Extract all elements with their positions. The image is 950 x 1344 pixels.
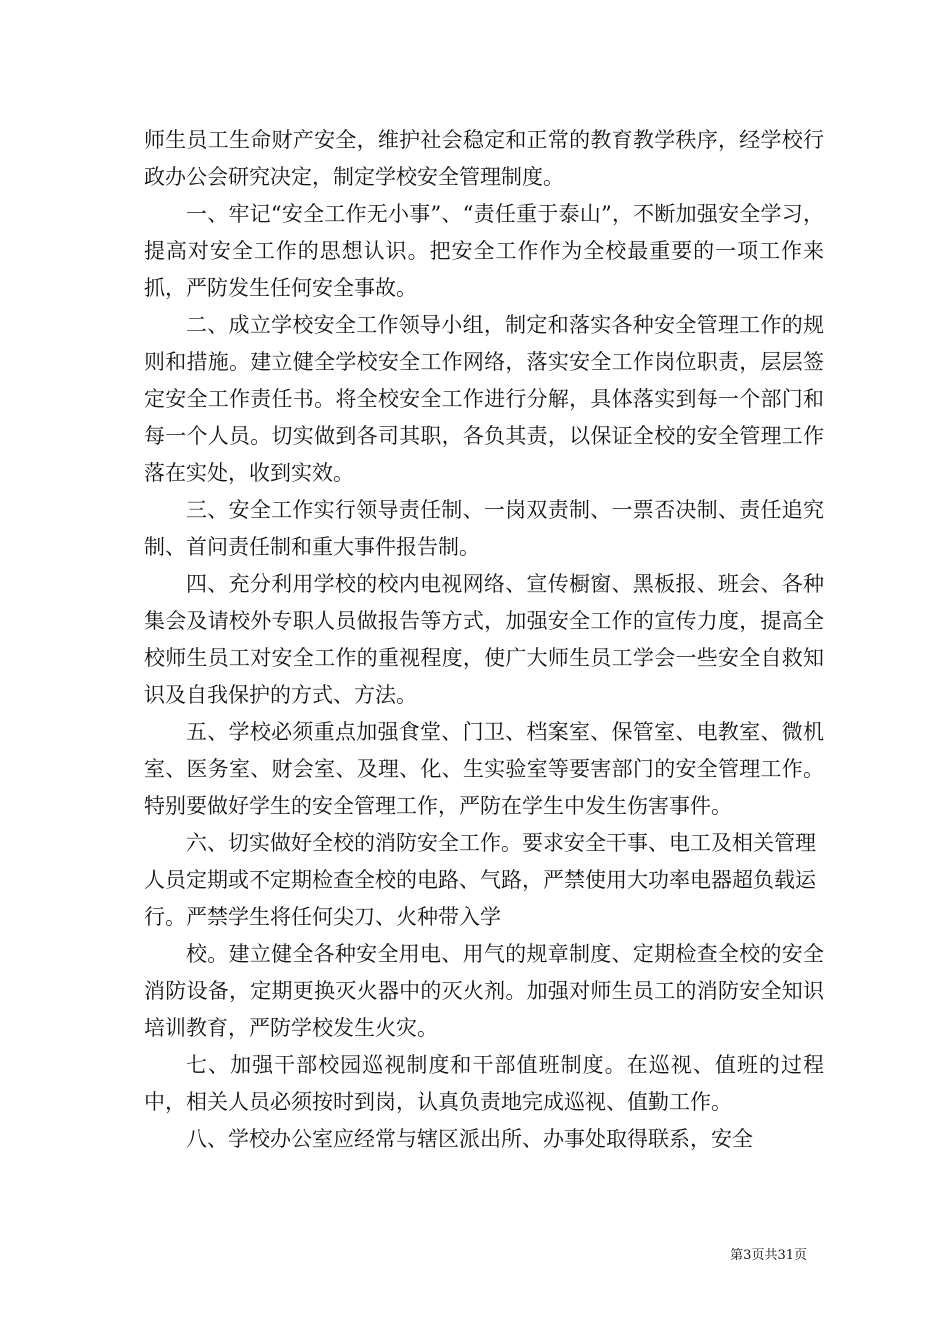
document-body [144, 122, 824, 1158]
paragraph-item-4: 四、充分利用学校的校内电视网络、宣传橱窗、黑板报、班会、各种集会及请校外专职人员做报告等方式，加强安全工作的宣传力度，提高全校师生员工对安全工作的重视程度，使广大师生员工学会一些安全自救知识及自我保护的方式、方法。 [144, 572, 824, 707]
paragraph-item-8: 八、学校办公室应经常与辖区派出所、办事处取得联系，安全 [186, 1127, 753, 1151]
paragraph-item-2: 二、成立学校安全工作领导小组，制定和落实各种安全管理工作的规则和措施。建立健全学校安全工作网络，落实安全工作岗位职责，层层签定安全工作责任书。将全校安全工作进行分解，具体落实到每一个部门和每一个人员。切实做到各司其职，各负其责，以保证全校的安全管理工作落在实处，收到实效。 [144, 313, 824, 485]
paragraph-item-7: 七、加强干部校园巡视制度和干部值班制度。在巡视、值班的过程中，相关人员必须按时到岗，认真负责地完成巡视、值勤工作。 [144, 1053, 824, 1114]
paragraph-item-1: 一、牢记“安全工作无小事”、“责任重于泰山”，不断加强安全学习，提高对安全工作的思想认识。把安全工作作为全校最重要的一项工作来抓，严防发生任何安全事故。 [144, 202, 824, 300]
paragraph-item-6: 六、切实做好全校的消防安全工作。要求安全干事、电工及相关管理人员定期或不定期检查全校的电路、气路，严禁使用大功率电器超负载运行。严禁学生将任何尖刀、火种带入学 [144, 831, 816, 929]
paragraph-item-3: 三、安全工作实行领导责任制、一岗双责制、一票否决制、责任追究制、首问责任制和重大事件报告制。 [144, 498, 824, 559]
page-number: 第3页共31页 [730, 1248, 807, 1263]
paragraph-item-6-continued: 校。建立健全各种安全用电、用气的规章制度、定期检查全校的安全消防设备，定期更换灭火器中的灭火剂。加强对师生员工的消防安全知识培训教育，严防学校发生火灾。 [144, 942, 824, 1040]
paragraph-item-5: 五、学校必须重点加强食堂、门卫、档案室、保管室、电教室、微机室、医务室、财会室、及理、化、生实验室等要害部门的安全管理工作。特别要做好学生的安全管理工作，严防在学生中发生伤害事件。 [144, 720, 824, 818]
paragraph-continuation: 师生员工生命财产安全，维护社会稳定和正常的教育教学秩序，经学校行政办公会研究决定，制定学校安全管理制度。 [144, 128, 824, 189]
